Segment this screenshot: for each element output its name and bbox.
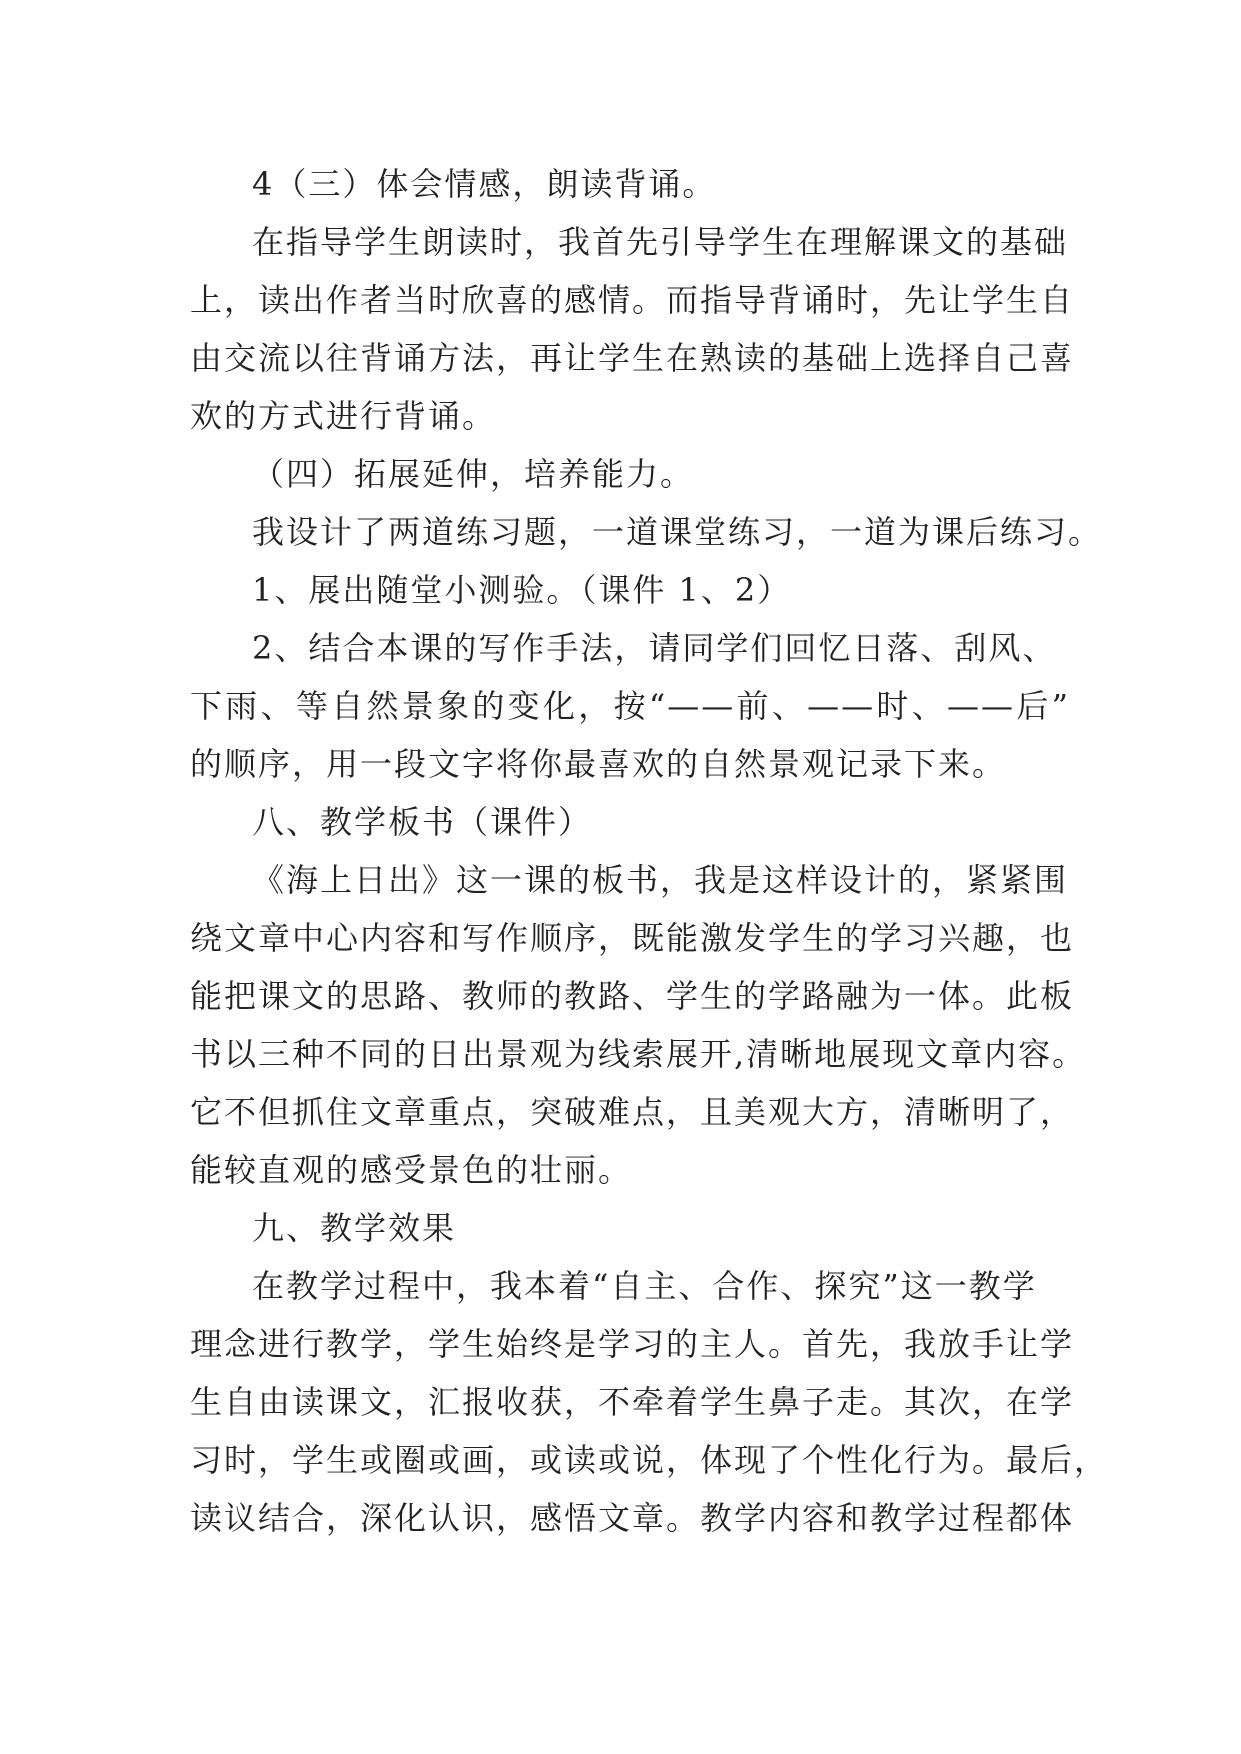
body-text — [190, 155, 1109, 1547]
text-line: 2、结合本课的写作手法，请同学们回忆日落、刮风、 — [252, 629, 1057, 667]
text-line: 《海上日出》这一课的板书，我是这样设计的，紧紧围 — [252, 861, 1069, 899]
text-line: 我设计了两道练习题，一道课堂练习，一道为课后练习。 — [252, 513, 1103, 551]
text-line: 欢的方式进行背诵。 — [190, 397, 497, 435]
text-line: 它不但抓住文章重点，突破难点，且美观大方，清晰明了， — [190, 1093, 1075, 1131]
text-line: 4（三）体会情感，朗读背诵。 — [252, 165, 717, 203]
text-line: 书以三种不同的日出景观为线索展开,清晰地展现文章内容。 — [190, 1035, 1087, 1073]
text-line: （四）拓展延伸，培养能力。 — [252, 455, 695, 493]
text-line: 习时，学生或圈或画，或读或说，体现了个性化行为。最后， — [190, 1441, 1109, 1479]
text-line: 1、展出随堂小测验。（课件 1、2） — [252, 571, 792, 609]
text-line: 能较直观的感受景色的壮丽。 — [190, 1151, 633, 1189]
section-heading: 九、教学效果 — [252, 1209, 457, 1247]
text-line: 上，读出作者当时欣喜的感情。而指导背诵时，先让学生自 — [190, 281, 1075, 319]
text-line: 的顺序，用一段文字将你最喜欢的自然景观记录下来。 — [190, 745, 1007, 783]
text-line: 在教学过程中，我本着“自主、合作、探究”这一教学 — [252, 1267, 1037, 1305]
text-line: 下雨、等自然景象的变化，按“——前、——时、——后” — [190, 687, 1070, 725]
text-line: 由交流以往背诵方法，再让学生在熟读的基础上选择自己喜 — [190, 339, 1075, 377]
text-line: 绕文章中心内容和写作顺序，既能激发学生的学习兴趣，也 — [190, 919, 1075, 957]
text-line: 生自由读课文，汇报收获，不牵着学生鼻子走。其次，在学 — [190, 1383, 1075, 1421]
section-heading: 八、教学板书（课件） — [252, 803, 593, 841]
text-line: 读议结合，深化认识，感悟文章。教学内容和教学过程都体 — [190, 1499, 1075, 1537]
text-line: 理念进行教学，学生始终是学习的主人。首先，我放手让学 — [190, 1325, 1075, 1363]
text-line: 能把课文的思路、教师的教路、学生的学路融为一体。此板 — [190, 977, 1075, 1015]
text-line: 在指导学生朗读时，我首先引导学生在理解课文的基础 — [252, 223, 1069, 261]
